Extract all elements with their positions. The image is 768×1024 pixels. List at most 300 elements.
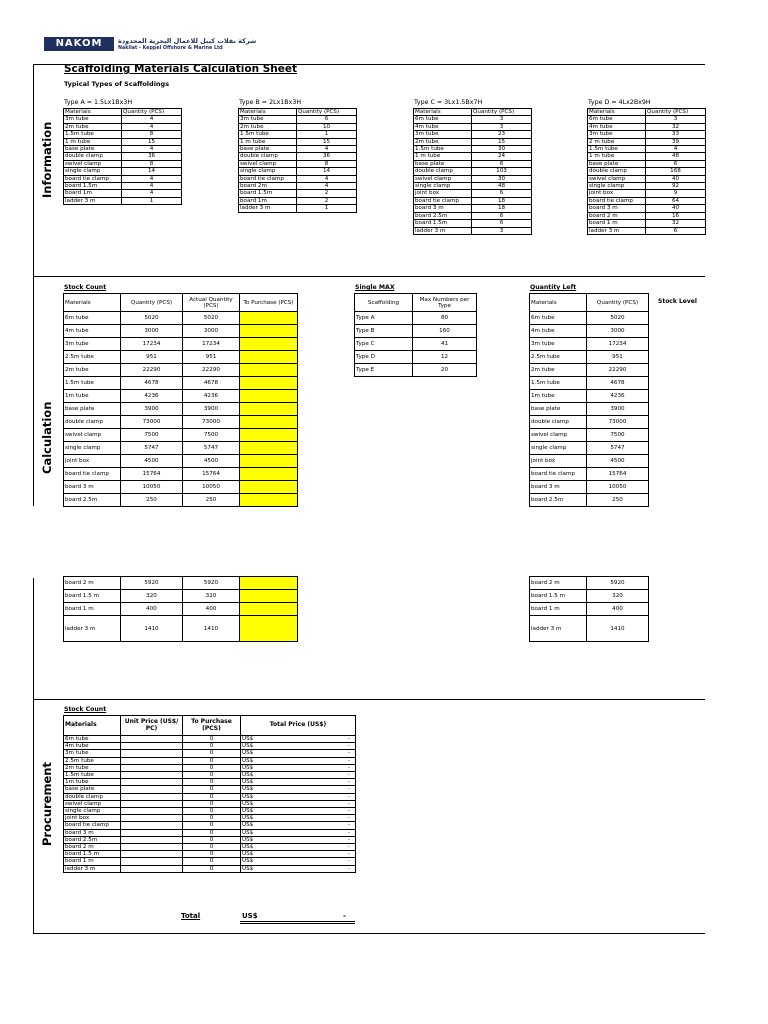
to-purchase-cell: 0 [183, 750, 241, 757]
unit-price-cell [121, 858, 183, 865]
to-purchase-cell: 0 [183, 736, 241, 743]
quantity-cell: 24 [472, 153, 532, 160]
to-purchase-input[interactable] [240, 325, 298, 338]
total-price-cell [241, 736, 356, 743]
to-purchase-input[interactable] [240, 494, 298, 507]
material-cell: base plate [64, 146, 122, 153]
proc-header-1: Unit Price (US$/ PC) [121, 716, 183, 736]
company-name-english: Nakilat - Keppel Offshore & Marine Ltd [118, 46, 223, 51]
company-name-arabic: شركة نقلات كيبل للاعمال البحرية المحدودة [118, 37, 257, 45]
material-cell: 4m tube [530, 325, 587, 338]
material-cell: 3m tube [64, 338, 121, 351]
table-row [414, 123, 532, 130]
material-cell: board 1m [239, 197, 297, 204]
quantity-cell: 320 [121, 590, 183, 603]
currency-label: US$ [242, 757, 254, 764]
table-row [530, 377, 649, 390]
material-cell: double clamp [530, 416, 587, 429]
unit-price-cell [121, 779, 183, 786]
table-row [414, 168, 532, 175]
quantity-cell: 320 [587, 590, 649, 603]
quantity-cell: 1 [122, 197, 182, 204]
to-purchase-input[interactable] [240, 429, 298, 442]
unit-price-cell [121, 750, 183, 757]
currency-label: US$ [242, 779, 254, 786]
quantity-cell: 7500 [587, 429, 649, 442]
table-row [530, 351, 649, 364]
section-label-information: Information [40, 121, 54, 198]
table-row [239, 153, 357, 160]
material-cell: 1.5m tube [414, 146, 472, 153]
quantity-cell: 8 [122, 131, 182, 138]
to-purchase-input[interactable] [240, 403, 298, 416]
left-header-0: Materials [530, 294, 587, 312]
quantity-cell: 3 [472, 123, 532, 130]
material-cell: board 2 m [530, 577, 587, 590]
total-price-cell [241, 793, 356, 800]
table-row [414, 160, 532, 167]
quantity-cell: 10 [297, 123, 357, 130]
quantity-cell: 951 [587, 351, 649, 364]
unit-price-cell [121, 822, 183, 829]
total-price-cell [241, 822, 356, 829]
table-row [64, 800, 356, 807]
quantity-cell: 6 [646, 227, 706, 234]
table-row [530, 403, 649, 416]
table-row [64, 146, 182, 153]
quantity-cell: 40 [646, 205, 706, 212]
table-row [64, 197, 182, 204]
max-header-1: Max Numbers per Type [413, 294, 477, 312]
sheet-subtitle: Typical Types of Scaffoldings [64, 80, 170, 88]
price-value: - [347, 800, 350, 807]
currency-label: US$ [242, 815, 254, 822]
price-value: - [347, 865, 350, 872]
to-purchase-input[interactable] [240, 390, 298, 403]
price-value: - [347, 743, 350, 750]
to-purchase-cell: 0 [183, 822, 241, 829]
quantity-cell: 15 [297, 138, 357, 145]
material-cell: swivel clamp [64, 800, 121, 807]
procurement-stock-count-label: Stock Count [64, 706, 107, 713]
unit-price-cell [121, 844, 183, 851]
table-row [239, 175, 357, 182]
quantity-cell: 17234 [587, 338, 649, 351]
table-row [64, 325, 298, 338]
quantity-cell: 16 [646, 212, 706, 219]
stock-header-3: To Purchase (PCS) [240, 294, 298, 312]
to-purchase-input[interactable] [240, 364, 298, 377]
price-value: - [347, 808, 350, 815]
material-cell: board 2.5m [64, 494, 121, 507]
to-purchase-cell: 0 [183, 851, 241, 858]
quantity-cell: 9 [646, 190, 706, 197]
total-price-cell [241, 858, 356, 865]
material-cell: 1.5m tube [588, 146, 646, 153]
actual-quantity-cell: 3000 [183, 325, 240, 338]
table-row [588, 116, 706, 123]
quantity-cell: 3 [472, 227, 532, 234]
price-value: - [347, 829, 350, 836]
material-cell: board tie clamp [414, 197, 472, 204]
left-header-1: Quantity (PCS) [587, 294, 649, 312]
type-b-table [238, 108, 357, 213]
to-purchase-input[interactable] [240, 577, 298, 590]
to-purchase-input[interactable] [240, 416, 298, 429]
actual-quantity-cell: 3900 [183, 403, 240, 416]
material-cell: 3m tube [239, 116, 297, 123]
material-cell: 2.5m tube [530, 351, 587, 364]
quantity-header: Quantity (PCS) [297, 109, 357, 116]
table-row [239, 190, 357, 197]
max-number-cell: 12 [413, 351, 477, 364]
table-row [64, 416, 298, 429]
max-number-cell: 41 [413, 338, 477, 351]
to-purchase-cell: 0 [183, 836, 241, 843]
material-cell: base plate [64, 403, 121, 416]
table-row [530, 429, 649, 442]
table-row [64, 603, 298, 616]
price-value: - [347, 750, 350, 757]
table-row [530, 577, 649, 590]
quantity-cell: 23 [472, 131, 532, 138]
scaffold-type-cell: Type D [355, 351, 413, 364]
table-row [530, 390, 649, 403]
quantity-cell: 5747 [587, 442, 649, 455]
quantity-cell: 250 [121, 494, 183, 507]
table-row [239, 123, 357, 130]
material-cell: 4m tube [414, 123, 472, 130]
material-cell: 2m tube [530, 364, 587, 377]
price-value: - [347, 757, 350, 764]
currency-label: US$ [242, 858, 254, 865]
quantity-cell: 4500 [587, 455, 649, 468]
material-cell: 1.5m tube [239, 131, 297, 138]
actual-quantity-cell: 1410 [183, 616, 240, 642]
total-price-cell [241, 772, 356, 779]
quantity-cell: 14 [122, 168, 182, 175]
quantity-cell: 6 [297, 116, 357, 123]
to-purchase-input[interactable] [240, 481, 298, 494]
table-row [588, 190, 706, 197]
to-purchase-cell: 0 [183, 844, 241, 851]
procurement-table [63, 715, 356, 873]
material-cell: joint box [588, 190, 646, 197]
actual-quantity-cell: 5747 [183, 442, 240, 455]
material-cell: board 1.5 m [530, 590, 587, 603]
table-row [588, 197, 706, 204]
unit-price-cell [121, 800, 183, 807]
material-cell: board 2.5m [530, 494, 587, 507]
quantity-header: Quantity (PCS) [122, 109, 182, 116]
table-row [414, 227, 532, 234]
material-cell: 2m tube [414, 138, 472, 145]
table-row [64, 736, 356, 743]
table-row [239, 183, 357, 190]
table-row [530, 312, 649, 325]
table-row [64, 865, 356, 872]
table-row [64, 858, 356, 865]
table-row [64, 351, 298, 364]
quantity-cell: 951 [121, 351, 183, 364]
quantity-cell: 30 [472, 146, 532, 153]
table-row [588, 131, 706, 138]
quantity-cell: 3 [646, 116, 706, 123]
total-price-cell [241, 764, 356, 771]
stock-count-label: Stock Count [64, 284, 107, 291]
material-cell: board 2.5m [414, 212, 472, 219]
quantity-cell: 73000 [121, 416, 183, 429]
total-currency: US$ [242, 912, 258, 920]
to-purchase-cell: 0 [183, 815, 241, 822]
table-row [414, 205, 532, 212]
price-value: - [347, 764, 350, 771]
to-purchase-cell: 0 [183, 808, 241, 815]
material-cell: double clamp [64, 153, 122, 160]
table-row [64, 312, 298, 325]
to-purchase-cell: 0 [183, 865, 241, 872]
currency-label: US$ [242, 743, 254, 750]
currency-label: US$ [242, 772, 254, 779]
material-cell: ladder 3 m [414, 227, 472, 234]
proc-header-0: Materials [64, 716, 121, 736]
table-row [64, 844, 356, 851]
unit-price-cell [121, 808, 183, 815]
actual-quantity-cell: 5020 [183, 312, 240, 325]
material-cell: swivel clamp [239, 160, 297, 167]
table-row [64, 481, 298, 494]
unit-price-cell [121, 772, 183, 779]
material-cell: 1 m tube [588, 153, 646, 160]
total-price-cell [241, 800, 356, 807]
material-cell: 6m tube [588, 116, 646, 123]
material-cell: 3m tube [588, 131, 646, 138]
table-row [64, 131, 182, 138]
material-cell: 2.5m tube [64, 351, 121, 364]
quantity-cell: 14 [297, 168, 357, 175]
material-cell: board tie clamp [588, 197, 646, 204]
total-price-cell [241, 743, 356, 750]
to-purchase-cell: 0 [183, 743, 241, 750]
table-row [414, 131, 532, 138]
material-cell: board tie clamp [64, 175, 122, 182]
price-value: - [347, 822, 350, 829]
table-row [64, 757, 356, 764]
single-max-table [354, 293, 477, 377]
table-row [530, 442, 649, 455]
material-cell: board tie clamp [64, 822, 121, 829]
material-cell: base plate [414, 160, 472, 167]
to-purchase-input[interactable] [240, 351, 298, 364]
quantity-cell: 6 [472, 220, 532, 227]
max-number-cell: 80 [413, 312, 477, 325]
table-row [64, 779, 356, 786]
to-purchase-cell: 0 [183, 800, 241, 807]
table-row [588, 160, 706, 167]
unit-price-cell [121, 865, 183, 872]
to-purchase-input[interactable] [240, 590, 298, 603]
table-row [64, 390, 298, 403]
table-row [530, 494, 649, 507]
table-row [64, 616, 298, 642]
quantity-cell: 3900 [587, 403, 649, 416]
table-row [239, 160, 357, 167]
table-row [588, 153, 706, 160]
unit-price-cell [121, 743, 183, 750]
material-cell: 3m tube [64, 750, 121, 757]
to-purchase-cell: 0 [183, 786, 241, 793]
material-cell: base plate [64, 786, 121, 793]
quantity-cell: 36 [297, 153, 357, 160]
material-cell: double clamp [64, 793, 121, 800]
table-row [64, 577, 298, 590]
quantity-cell: 4 [122, 123, 182, 130]
actual-quantity-cell: 22290 [183, 364, 240, 377]
material-cell: board 1.5m [64, 183, 122, 190]
section-label-calculation: Calculation [40, 401, 54, 474]
max-header-0: Scaffolding [355, 294, 413, 312]
material-cell: 4m tube [64, 743, 121, 750]
to-purchase-input[interactable] [240, 377, 298, 390]
quantity-cell: 4 [297, 183, 357, 190]
table-row [64, 764, 356, 771]
price-value: - [347, 851, 350, 858]
currency-label: US$ [242, 865, 254, 872]
quantity-cell: 400 [587, 603, 649, 616]
quantity-cell: 4 [122, 116, 182, 123]
material-cell: board 3 m [530, 481, 587, 494]
actual-quantity-cell: 15764 [183, 468, 240, 481]
material-cell: 6m tube [64, 736, 121, 743]
currency-label: US$ [242, 764, 254, 771]
material-cell: 4m tube [588, 123, 646, 130]
actual-quantity-cell: 320 [183, 590, 240, 603]
to-purchase-input[interactable] [240, 468, 298, 481]
sheet-title: Scaffolding Materials Calculation Sheet [64, 63, 298, 75]
actual-quantity-cell: 10050 [183, 481, 240, 494]
actual-quantity-cell: 73000 [183, 416, 240, 429]
table-row [64, 468, 298, 481]
material-cell: board 1.5m [239, 190, 297, 197]
price-value: - [347, 836, 350, 843]
table-row [414, 197, 532, 204]
currency-label: US$ [242, 829, 254, 836]
quantity-cell: 36 [122, 153, 182, 160]
quantity-cell: 168 [646, 168, 706, 175]
table-row [588, 220, 706, 227]
proc-header-3: Total Price (US$) [241, 716, 356, 736]
material-cell: 1.5m tube [530, 377, 587, 390]
currency-label: US$ [242, 844, 254, 851]
total-price-cell [241, 808, 356, 815]
material-cell: ladder 3 m [64, 865, 121, 872]
quantity-cell: 73000 [587, 416, 649, 429]
quantity-cell: 4236 [121, 390, 183, 403]
quantity-left-table [529, 293, 649, 507]
materials-header: Materials [64, 109, 122, 116]
price-value: - [347, 786, 350, 793]
table-row [64, 455, 298, 468]
table-row [64, 429, 298, 442]
table-row [64, 338, 298, 351]
material-cell: 2 m tube [588, 138, 646, 145]
quantity-cell: 15 [472, 138, 532, 145]
currency-label: US$ [242, 736, 254, 742]
table-row [64, 153, 182, 160]
actual-quantity-cell: 400 [183, 603, 240, 616]
material-cell: joint box [64, 455, 121, 468]
material-cell: double clamp [414, 168, 472, 175]
total-price-cell [241, 750, 356, 757]
material-cell: single clamp [530, 442, 587, 455]
to-purchase-cell: 0 [183, 757, 241, 764]
type-d-table [587, 108, 706, 235]
quantity-cell: 10050 [587, 481, 649, 494]
material-cell: board tie clamp [530, 468, 587, 481]
to-purchase-input[interactable] [240, 312, 298, 325]
total-price-cell [241, 779, 356, 786]
table-row [64, 364, 298, 377]
to-purchase-input[interactable] [240, 338, 298, 351]
type-d-label: Type D = 4Lx2Bx9H [588, 99, 651, 106]
table-row [355, 364, 477, 377]
materials-header: Materials [414, 109, 472, 116]
stock-header-2: Actual Quantity (PCS) [183, 294, 240, 312]
material-cell: 1.5m tube [64, 377, 121, 390]
quantity-left-table-continued [529, 576, 649, 642]
material-cell: joint box [64, 815, 121, 822]
table-row [530, 468, 649, 481]
material-cell: board 3 m [588, 205, 646, 212]
quantity-cell: 4 [122, 175, 182, 182]
quantity-cell: 18 [472, 205, 532, 212]
to-purchase-input[interactable] [240, 455, 298, 468]
stock-header-0: Materials [64, 294, 121, 312]
quantity-cell: 4236 [587, 390, 649, 403]
quantity-cell: 4 [122, 190, 182, 197]
quantity-cell: 4500 [121, 455, 183, 468]
to-purchase-input[interactable] [240, 603, 298, 616]
quantity-cell: 5920 [587, 577, 649, 590]
quantity-cell: 15 [122, 138, 182, 145]
material-cell: board 1.5 m [64, 590, 121, 603]
quantity-cell: 15764 [587, 468, 649, 481]
table-row [64, 123, 182, 130]
quantity-cell: 1 [297, 205, 357, 212]
table-row [64, 822, 356, 829]
material-cell: single clamp [64, 442, 121, 455]
quantity-cell: 2 [297, 190, 357, 197]
material-cell: single clamp [64, 168, 122, 175]
quantity-header: Quantity (PCS) [472, 109, 532, 116]
material-cell: 2.5m tube [64, 757, 121, 764]
currency-label: US$ [242, 851, 254, 858]
table-row [530, 325, 649, 338]
to-purchase-input[interactable] [240, 442, 298, 455]
quantity-cell: 32 [646, 220, 706, 227]
unit-price-cell [121, 793, 183, 800]
material-cell: 3m tube [64, 116, 122, 123]
to-purchase-cell: 0 [183, 793, 241, 800]
table-row [64, 494, 298, 507]
to-purchase-input[interactable] [240, 616, 298, 642]
scaffold-type-cell: Type C [355, 338, 413, 351]
table-row [64, 442, 298, 455]
table-row [239, 138, 357, 145]
material-cell: 4m tube [64, 325, 121, 338]
currency-label: US$ [242, 808, 254, 815]
quantity-cell: 48 [646, 153, 706, 160]
